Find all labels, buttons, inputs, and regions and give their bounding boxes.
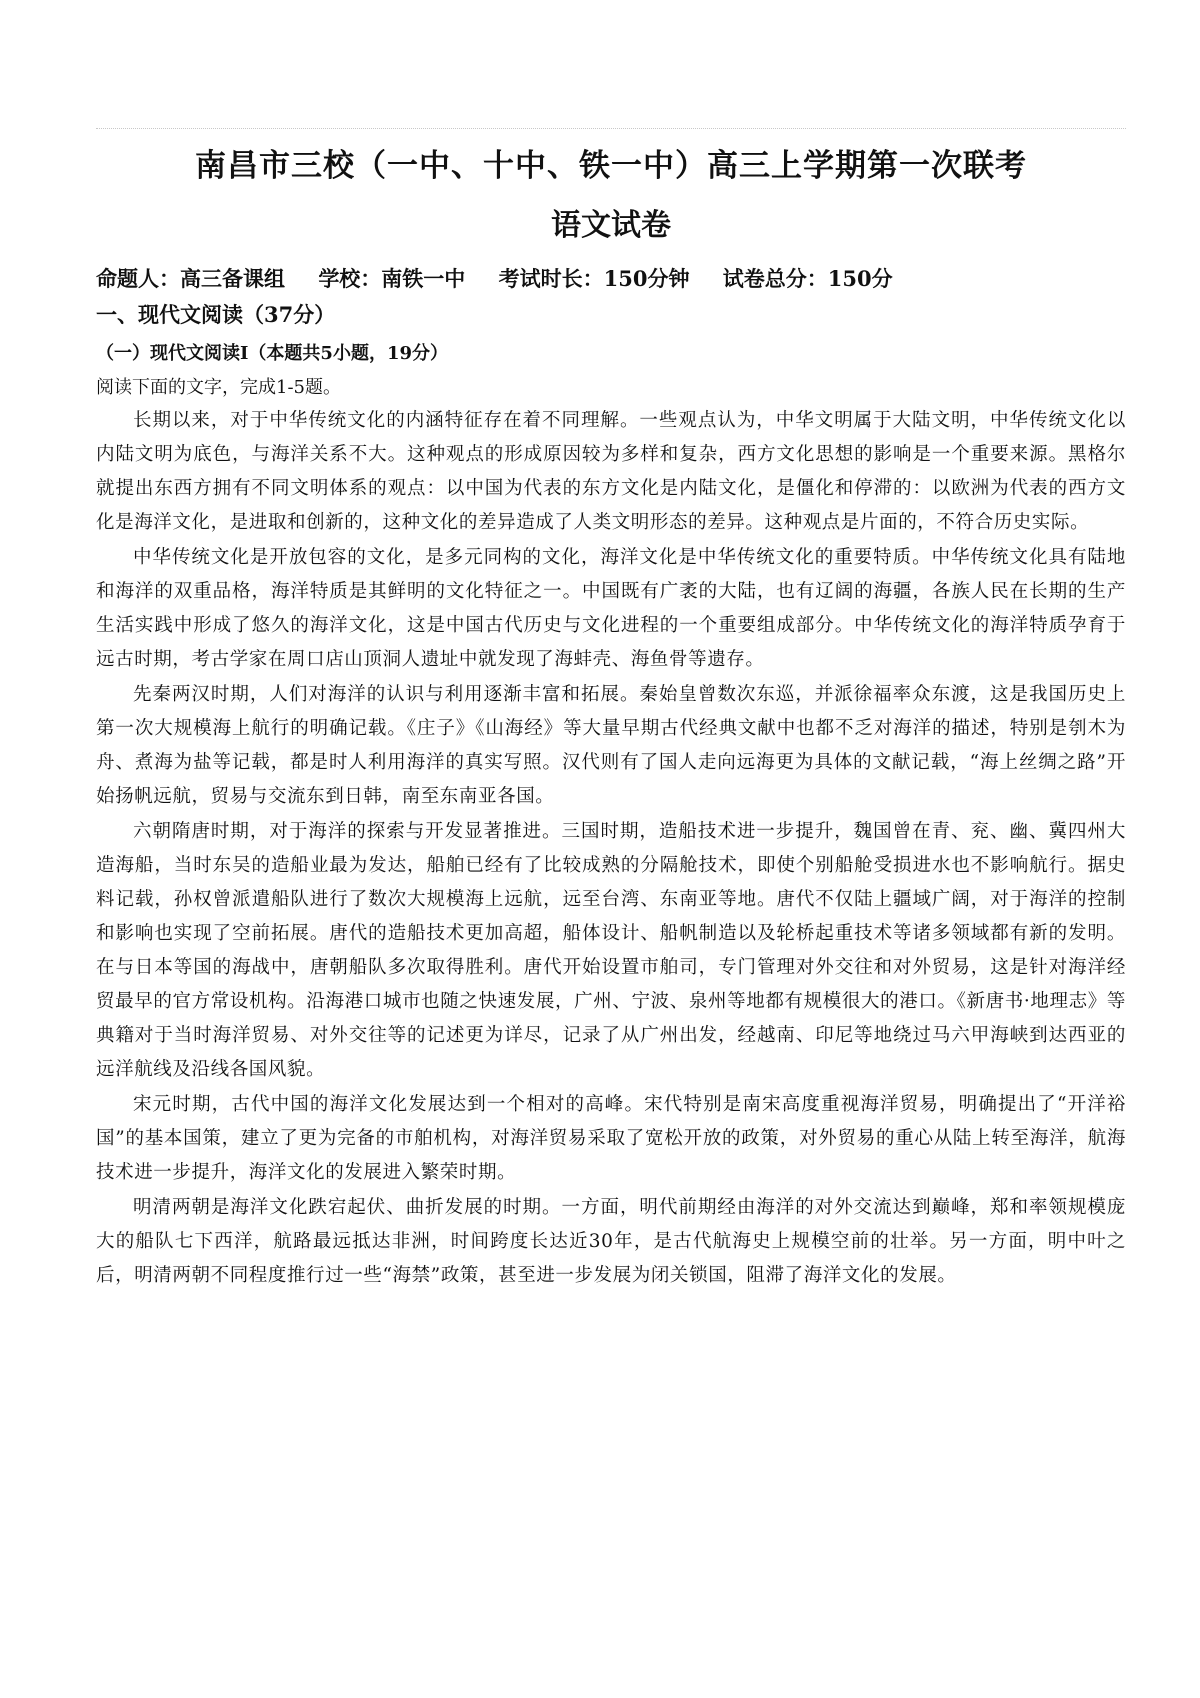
exam-page bbox=[96, 118, 1126, 1293]
meta-duration: 考试时长：150分钟 bbox=[498, 266, 690, 291]
section-heading: 一、现代文阅读（37分） bbox=[96, 302, 336, 327]
passage-paragraph: 明清两朝是海洋文化跌宕起伏、曲折发展的时期。一方面，明代前期经由海洋的对外交流达到巅峰，郑和率领规模庞大的船队七下西洋，航路最远抵达非洲，时间跨度长达近30年，是古代航海史上规模空前的壮举。另一方面，明中叶之后，明清两朝不同程度推行过一些“海禁”政策，甚至进一步发展为闭关锁国，阻滞了海洋文化的发展。 bbox=[96, 1197, 1126, 1286]
reading-passage bbox=[96, 404, 1126, 1293]
exam-title: 南昌市三校（一中、十中、铁一中）高三上学期第一次联考 bbox=[195, 148, 1027, 184]
meta-author: 命题人：高三备课组 bbox=[96, 266, 285, 291]
exam-meta bbox=[96, 264, 1126, 294]
reading-instruction: 阅读下面的文字，完成1-5题。 bbox=[96, 377, 341, 398]
meta-total: 试卷总分：150分 bbox=[722, 266, 893, 291]
exam-subtitle: 语文试卷 bbox=[551, 208, 671, 243]
passage-paragraph: 长期以来，对于中华传统文化的内涵特征存在着不同理解。一些观点认为，中华文明属于大陆文明，中华传统文化以内陆文明为底色，与海洋关系不大。这种观点的形成原因较为多样和复杂，西方文化思想的影响是一个重要来源。黑格尔就提出东西方拥有不同文明体系的观点：以中国为代表的东方文化是内陆文化，是僵化和停滞的：以欧洲为代表的西方文化是海洋文化，是进取和创新的，这种文化的差异造成了人类文明形态的差异。这种观点是片面的，不符合历史实际。 bbox=[96, 410, 1126, 533]
passage-paragraph: 中华传统文化是开放包容的文化，是多元同构的文化，海洋文化是中华传统文化的重要特质。中华传统文化具有陆地和海洋的双重品格，海洋特质是其鲜明的文化特征之一。中国既有广袤的大陆，也有辽阔的海疆，各族人民在长期的生产生活实践中形成了悠久的海洋文化，这是中国古代历史与文化进程的一个重要组成部分。中华传统文化的海洋特质孕育于远古时期，考古学家在周口店山顶洞人遗址中就发现了海蚌壳、海鱼骨等遗存。 bbox=[96, 547, 1126, 670]
meta-school: 学校：南铁一中 bbox=[318, 266, 466, 291]
sub-section-heading: （一）现代文阅读Ⅰ（本题共5小题，19分） bbox=[96, 343, 448, 364]
passage-paragraph: 六朝隋唐时期，对于海洋的探索与开发显著推进。三国时期，造船技术进一步提升，魏国曾在青、兖、幽、冀四州大造海船，当时东吴的造船业最为发达，船舶已经有了比较成熟的分隔舱技术，即使个别船舱受损进水也不影响航行。据史料记载，孙权曾派遣船队进行了数次大规模海上远航，远至台湾、东南亚等地。唐代不仅陆上疆域广阔，对于海洋的控制和影响也实现了空前拓展。唐代的造船技术更加高超，船体设计、船帆制造以及轮桥起重技术等诸多领域都有新的发明。在与日本等国的海战中，唐朝船队多次取得胜利。唐代开始设置市舶司，专门管理对外交往和对外贸易，这是针对海洋经贸最早的官方常设机构。沿海港口城市也随之快速发展，广州、宁波、泉州等地都有规模很大的港口。《新唐书·地理志》等典籍对于当时海洋贸易、对外交往等的记述更为详尽，记录了从广州出发，经越南、印尼等地绕过马六甲海峡到达西亚的远洋航线及沿线各国风貌。 bbox=[96, 821, 1126, 1080]
passage-paragraph: 宋元时期，古代中国的海洋文化发展达到一个相对的高峰。宋代特别是南宋高度重视海洋贸易，明确提出了“开洋裕国”的基本国策，建立了更为完备的市舶机构，对海洋贸易采取了宽松开放的政策，对外贸易的重心从陆上转至海洋，航海技术进一步提升，海洋文化的发展进入繁荣时期。 bbox=[96, 1094, 1126, 1183]
passage-paragraph: 先秦两汉时期，人们对海洋的认识与利用逐渐丰富和拓展。秦始皇曾数次东巡，并派徐福率众东渡，这是我国历史上第一次大规模海上航行的明确记载。《庄子》《山海经》等大量早期古代经典文献中也都不乏对海洋的描述，特别是刳木为舟、煮海为盐等记载，都是时人利用海洋的真实写照。汉代则有了国人走向远海更为具体的文献记载，“海上丝绸之路”开始扬帆远航，贸易与交流东到日韩，南至东南亚各国。 bbox=[96, 684, 1126, 807]
